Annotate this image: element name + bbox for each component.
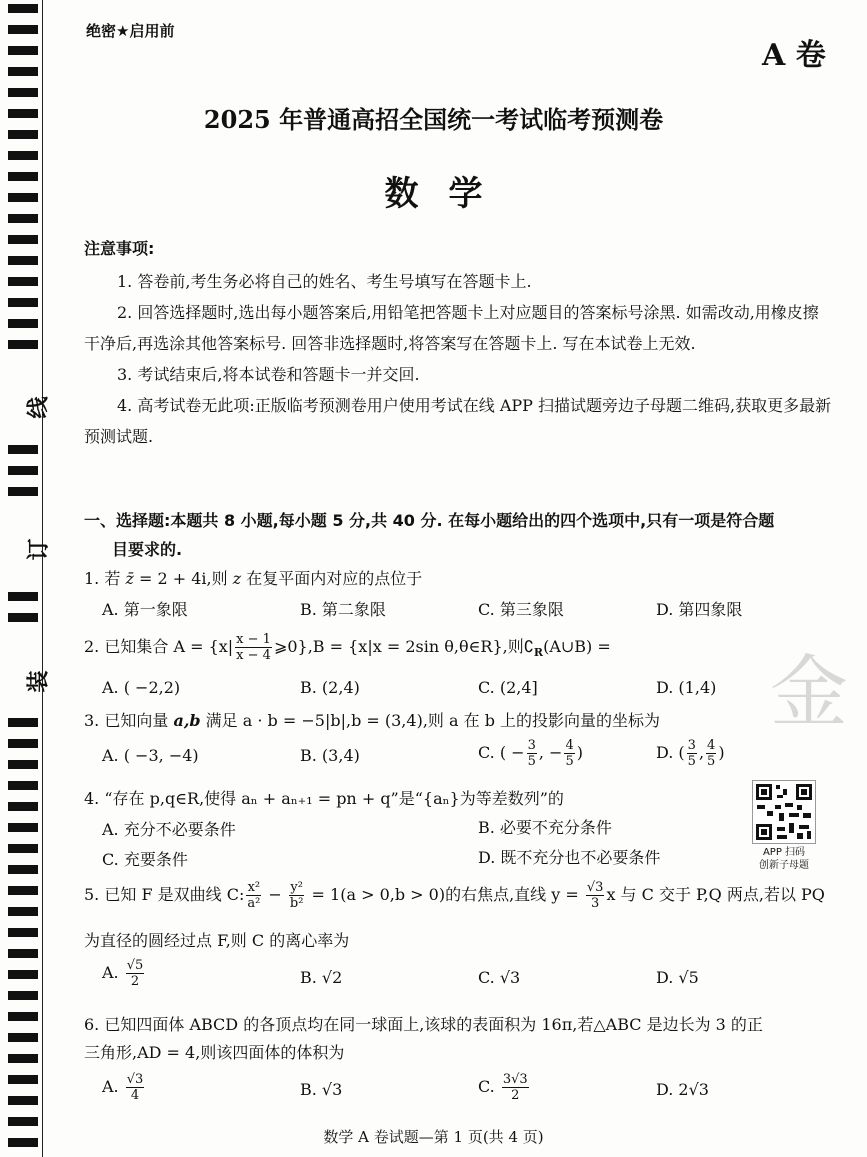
q1-option-a[interactable]: A. 第一象限 — [102, 600, 188, 619]
q1-text-b: = 2 + 4i,则 — [133, 569, 233, 588]
q3-vars: a,b — [173, 711, 201, 730]
binding-tick — [8, 67, 38, 76]
q3-d-d2: 5 — [707, 754, 716, 769]
q2-frac-num: x − 1 — [236, 632, 271, 647]
q5-f1d: a² — [247, 896, 261, 911]
binding-tick — [8, 88, 38, 97]
q3-c-d1: 5 — [527, 754, 536, 769]
q3-c-n2: 4 — [565, 738, 574, 753]
q2-option-b[interactable]: B. (2,4) — [300, 678, 360, 697]
q3-option-a[interactable]: A. ( −3, −4) — [102, 746, 199, 765]
watermark: 金 — [770, 648, 849, 738]
binding-tick — [8, 235, 38, 244]
binding-tick — [8, 844, 38, 853]
q3-c-label: C. ( − — [478, 743, 525, 762]
q6-a-label: A. — [102, 1077, 124, 1096]
q5-a-label: A. — [102, 963, 124, 982]
q3-option-b[interactable]: B. (3,4) — [300, 746, 360, 765]
binding-tick — [8, 4, 38, 13]
q6-a-frac — [126, 1072, 145, 1103]
notice-list — [84, 266, 832, 452]
qr-caption-line-2: 创新子母题 — [759, 860, 809, 871]
q5-option-b[interactable]: B. √2 — [300, 968, 343, 987]
q2-text-a: 2. 已知集合 A = {x| — [84, 637, 234, 656]
q1-option-b[interactable]: B. 第二象限 — [300, 600, 386, 619]
q5-frac-1 — [246, 880, 261, 911]
q5-f3n: √3 — [586, 880, 604, 895]
q3-d-d1: 5 — [687, 754, 696, 769]
binding-char-xian: 线 — [25, 396, 52, 419]
q3-c-n1: 3 — [527, 738, 536, 753]
notice-item-3: 3. 考试结束后,将本试卷和答题卡一并交回. — [117, 365, 420, 384]
q6-c-n: 3√3 — [502, 1072, 528, 1087]
q3-d-end: ) — [718, 743, 725, 762]
binding-tick — [8, 592, 38, 601]
q2-text-c: (A∪B) = — [543, 637, 611, 656]
binding-tick — [8, 466, 38, 475]
notice-item-1: 1. 答卷前,考生务必将自己的姓名、考生号填写在答题卡上. — [117, 272, 532, 291]
binding-tick — [8, 445, 38, 454]
binding-tick — [8, 256, 38, 265]
notice-item-4: 4. 高考试卷无此项:正版临考预测卷用户使用考试在线 APP 扫描试题旁边子母题二维码,获取更多最新预测试题. — [84, 396, 832, 446]
binding-tick — [8, 1012, 38, 1021]
confidential-label: 绝密★启用前 — [86, 22, 175, 40]
section-line-1: 一、选择题:本题共 8 小题,每小题 5 分,共 40 分. 在每小题给出的四个选项中,只有一项是符合题 — [84, 511, 775, 530]
binding-tick — [8, 928, 38, 937]
qr-code-icon[interactable] — [752, 780, 816, 844]
notice-title: 注意事项: — [84, 239, 155, 258]
q5-option-a[interactable] — [102, 958, 146, 989]
binding-tick — [8, 319, 38, 328]
qr-caption — [742, 846, 826, 872]
q5-f3d: 3 — [591, 896, 600, 911]
q3-c-end: ) — [576, 743, 583, 762]
binding-tick — [8, 214, 38, 223]
q6-c-d: 2 — [511, 1088, 520, 1103]
q5-option-c[interactable]: C. √3 — [478, 968, 521, 987]
binding-tick — [8, 1096, 38, 1105]
q2-option-d[interactable]: D. (1,4) — [656, 678, 717, 697]
binding-tick — [8, 949, 38, 958]
q6-option-c[interactable] — [478, 1072, 531, 1103]
page-footer: 数学 A 卷试题—第 1 页(共 4 页) — [323, 1128, 544, 1146]
question-2-stem — [84, 632, 832, 663]
q4-option-d[interactable]: D. 既不充分也不必要条件 — [478, 848, 661, 867]
question-5-line-2: 为直径的圆经过点 F,则 C 的离心率为 — [84, 931, 350, 950]
binding-tick — [8, 991, 38, 1000]
binding-tick — [8, 718, 38, 727]
binding-tick — [8, 781, 38, 790]
binding-tick — [8, 277, 38, 286]
binding-char-ding: 订 — [25, 538, 52, 561]
q3-text-b: 满足 a · b = −5|b|,b = (3,4),则 a 在 b 上的投影向量的坐标为 — [200, 711, 661, 730]
binding-tick — [8, 25, 38, 34]
binding-tick — [8, 1033, 38, 1042]
q5-a-d: 2 — [130, 974, 140, 989]
q3-c-frac-1 — [527, 738, 537, 769]
q2-text-b: ⩾0},B = {x|x = 2sin θ,θ∈R},则∁ — [273, 637, 534, 656]
q3-text-a: 3. 已知向量 — [84, 711, 174, 730]
question-4-stem: 4. “存在 p,q∈R,使得 aₙ + aₙ₊₁ = pn + q”是“{aₙ}为等差数列”的 — [84, 789, 564, 808]
q5-minus: − — [263, 885, 287, 904]
question-1-stem — [84, 566, 832, 589]
binding-tick — [8, 970, 38, 979]
section-heading — [84, 506, 832, 564]
q6-a-n: √3 — [126, 1072, 144, 1087]
q5-a-frac — [126, 958, 145, 989]
binding-tick — [8, 340, 38, 349]
binding-tick — [8, 886, 38, 895]
binding-tick — [8, 865, 38, 874]
q1-text-c: 在复平面内对应的点位于 — [241, 569, 423, 588]
binding-tick — [8, 46, 38, 55]
subject-title: 数学 — [384, 174, 513, 214]
q3-c-mid: , − — [538, 743, 563, 762]
q4-option-b[interactable]: B. 必要不充分条件 — [478, 818, 612, 837]
binding-tick — [8, 739, 38, 748]
binding-tick — [8, 151, 38, 160]
binding-tick — [8, 907, 38, 916]
question-5-stem — [84, 880, 832, 911]
binding-tick — [8, 1117, 38, 1126]
q5-f1n: x² — [247, 880, 261, 895]
q2-option-c[interactable]: C. (2,4] — [478, 678, 538, 697]
binding-tick — [8, 760, 38, 769]
q2-subscript: R — [533, 646, 544, 660]
q1-zbar: z̄ — [125, 569, 134, 588]
q1-option-d[interactable]: D. 第四象限 — [656, 600, 743, 619]
q3-d-n1: 3 — [687, 738, 696, 753]
q3-c-d2: 5 — [565, 754, 574, 769]
q3-d-n2: 4 — [707, 738, 716, 753]
q3-d-frac-1 — [687, 738, 697, 769]
q6-option-b[interactable]: B. √3 — [300, 1080, 343, 1099]
binding-tick — [8, 1075, 38, 1084]
q2-fraction — [235, 632, 272, 663]
q5-frac-2 — [289, 880, 305, 911]
q6-c-frac — [502, 1072, 529, 1103]
binding-tick — [8, 298, 38, 307]
question-6-line-2: 三角形,AD = 4,则该四面体的体积为 — [84, 1043, 345, 1062]
q6-c-label: C. — [478, 1077, 500, 1096]
q6-option-d[interactable]: D. 2√3 — [656, 1080, 709, 1099]
q1-option-c[interactable]: C. 第三象限 — [478, 600, 564, 619]
q3-d-frac-2 — [706, 738, 716, 769]
q5-option-d[interactable]: D. √5 — [656, 968, 699, 987]
q5-f2n: y² — [290, 880, 303, 895]
q2-option-a[interactable]: A. ( −2,2) — [102, 678, 181, 697]
q3-d-mid: , — [698, 743, 705, 762]
binding-tick — [8, 823, 38, 832]
binding-tick — [8, 613, 38, 622]
binding-tick — [8, 802, 38, 811]
q3-option-d[interactable] — [656, 738, 725, 769]
exam-title: 2025 年普通高招全国统一考试临考预测卷 — [203, 105, 664, 134]
q4-option-a[interactable]: A. 充分不必要条件 — [102, 820, 236, 839]
question-6-line-1: 6. 已知四面体 ABCD 的各顶点均在同一球面上,该球的表面积为 16π,若△ABC 是边长为 3 的正 — [84, 1015, 763, 1034]
q6-option-a[interactable] — [102, 1072, 146, 1103]
q3-d-label: D. ( — [656, 743, 685, 762]
q4-option-c[interactable]: C. 充要条件 — [102, 850, 188, 869]
question-3-stem — [84, 708, 832, 731]
q3-c-frac-2 — [564, 738, 574, 769]
q5-frac-3 — [586, 880, 605, 911]
section-line-2: 目要求的. — [112, 540, 183, 559]
q5-a-n: √5 — [126, 958, 144, 973]
q5-text-a: 5. 已知 F 是双曲线 C: — [84, 885, 245, 904]
binding-tick — [8, 1054, 38, 1063]
binding-tick — [8, 487, 38, 496]
q5-text-b: = 1(a > 0,b > 0)的右焦点,直线 y = — [306, 885, 584, 904]
q1-text-a: 1. 若 — [84, 569, 126, 588]
q5-f2d: b² — [289, 896, 304, 911]
notice-item-2: 2. 回答选择题时,选出每小题答案后,用铅笔把答题卡上对应题目的答案标号涂黑. 如需改动,用橡皮擦干净后,再选涂其他答案标号. 回答非选择题时,将答案写在答题卡上. 写在本试卷上无效. — [84, 303, 819, 353]
qr-caption-line-1: APP 扫码 — [762, 847, 806, 858]
q2-frac-den: x − 4 — [236, 648, 271, 663]
q3-option-c[interactable] — [478, 738, 583, 769]
q6-a-d: 4 — [130, 1088, 140, 1103]
binding-char-zhuang: 装 — [25, 670, 52, 693]
volume-label: A 卷 — [762, 38, 826, 73]
q5-text-c: x 与 C 交于 P,Q 两点,若以 PQ — [606, 885, 825, 904]
q1-z: z — [232, 569, 242, 588]
